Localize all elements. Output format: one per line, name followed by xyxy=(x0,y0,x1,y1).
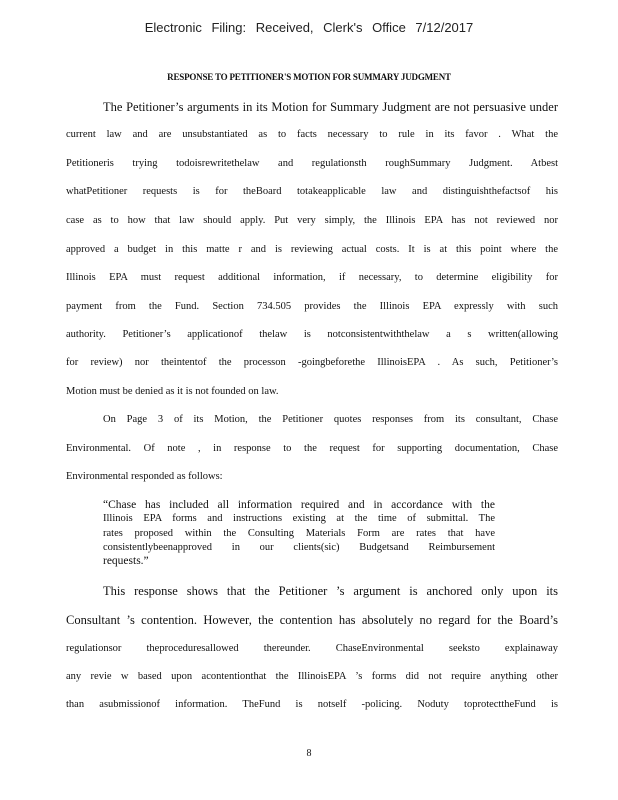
paragraph-3-line: This response shows that the Petitioner ’s argument is anchored only upon its xyxy=(103,584,558,598)
paragraph-1-line: authority. Petitioner’s applicationof thelaw is notconsistentwiththelaw a s written(allowing xyxy=(66,329,558,340)
paragraph-3-line: any revie w based upon acontentionthat the IllinoisEPA ’s forms did not require anything other xyxy=(66,671,558,682)
paragraph-1-line: Motion must be denied as it is not founded on law. xyxy=(66,386,279,397)
paragraph-1-line: case as to how that law should apply. Put very simply, the Illinois EPA has not reviewed nor xyxy=(66,215,558,226)
filing-header: Electronic Filing: Received, Clerk's Office 7/12/2017 xyxy=(144,20,474,35)
paragraph-2-line: Environmental responded as follows: xyxy=(66,471,223,482)
paragraph-1-line: current law and are unsubstantiated as to facts necessary to rule in its favor . What the xyxy=(66,129,558,140)
paragraph-1-line: for review) nor theintentof the processon -goingbeforethe IllinoisEPA . As such, Petitioner’s xyxy=(66,357,558,368)
paragraph-3-line: Consultant ’s contention. However, the contention has absolutely no regard for the Board’s xyxy=(66,613,558,627)
quote-line: rates proposed within the Consulting Materials Form are rates that have xyxy=(103,528,495,539)
paragraph-1-line: Petitioneris trying todoisrewritethelaw and regulationsth roughSummary Judgment. Atbest xyxy=(66,158,558,169)
paragraph-1-line: Illinois EPA must request additional information, if necessary, to determine eligibility for xyxy=(66,272,558,283)
page-number: 8 xyxy=(306,748,312,759)
paragraph-3-line: than asubmissionof information. TheFund is notself -policing. Noduty toprotecttheFund is xyxy=(66,699,558,710)
paragraph-2-line: On Page 3 of its Motion, the Petitioner quotes responses from its consultant, Chase xyxy=(103,414,558,425)
paragraph-2-line: Environmental. Of note , in response to the request for supporting documentation, Chase xyxy=(66,443,558,454)
quote-line: Illinois EPA forms and instructions existing at the time of submittal. The xyxy=(103,513,495,524)
paragraph-1-line: payment from the Fund. Section 734.505 provides the Illinois EPA expressly with such xyxy=(66,301,558,312)
paragraph-1-line: The Petitioner’s arguments in its Motion for Summary Judgment are not persuasive under xyxy=(103,100,558,114)
quote-line: requests.” xyxy=(103,555,149,567)
quote-line: consistentlybeenapproved in our clients(sic) Budgetsand Reimbursement xyxy=(103,542,495,553)
paragraph-1-line: whatPetitioner requests is for theBoard totakeapplicable law and distinguishthefactsof his xyxy=(66,186,558,197)
document-title: RESPONSE TO PETITIONER'S MOTION FOR SUMMARY JUDGMENT xyxy=(167,72,451,82)
paragraph-1-line: approved a budget in this matte r and is reviewing actual costs. It is at this point where the xyxy=(66,244,558,255)
quote-line: “Chase has included all information required and in accordance with the xyxy=(103,499,495,511)
paragraph-3-line: regulationsor theproceduresallowed thereunder. ChaseEnvironmental seeksto explainaway xyxy=(66,643,558,654)
